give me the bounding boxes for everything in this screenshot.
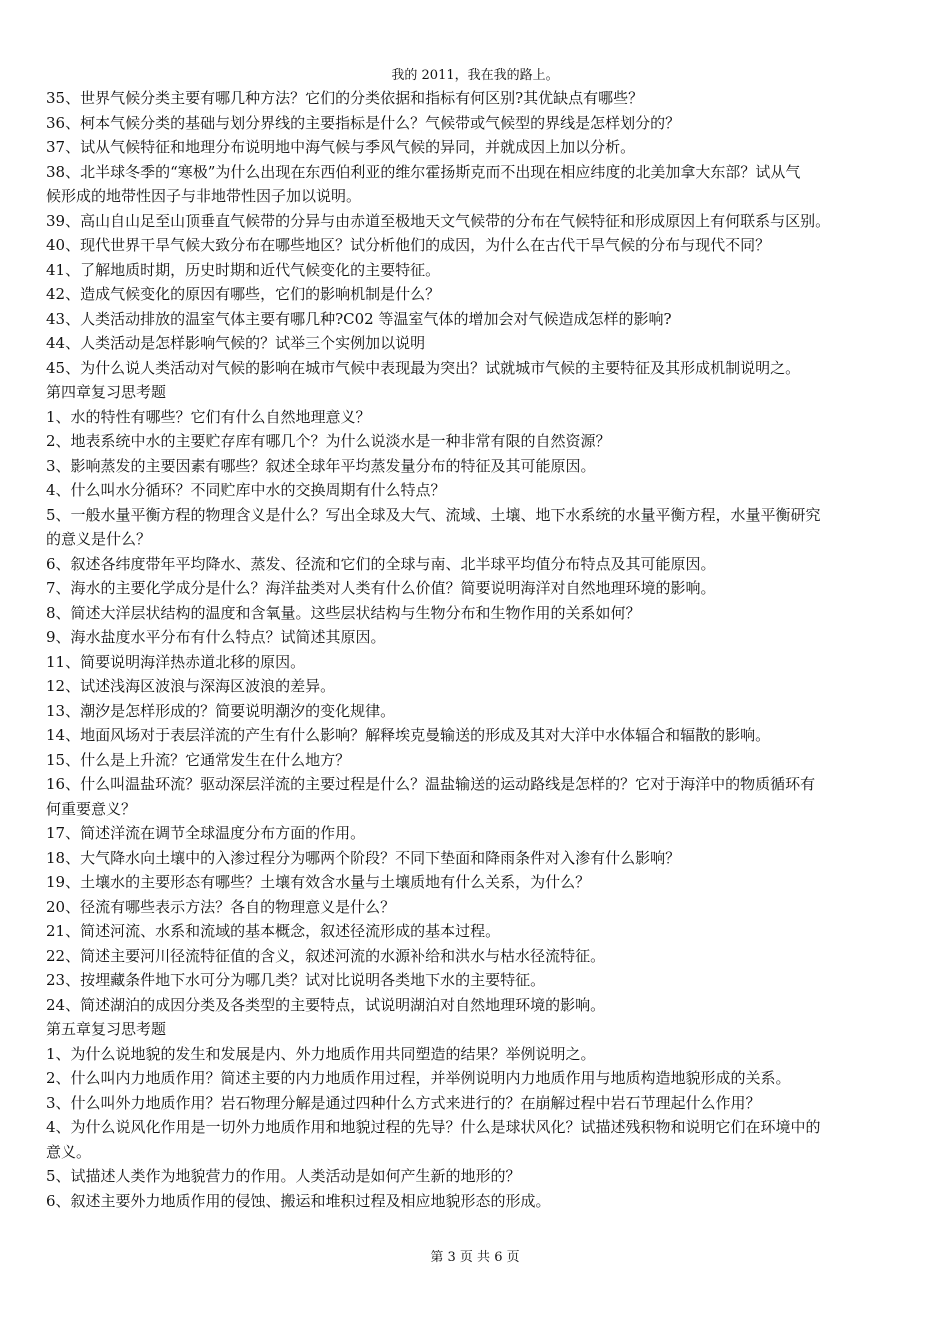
text-line: 45、为什么说人类活动对气候的影响在城市气候中表现最为突出？试就城市气候的主要特征及其形成机制说明之。: [46, 358, 801, 377]
page-header: 我的 2011，我在我的路上。: [391, 68, 559, 83]
text-line: 7、海水的主要化学成分是什么？海洋盐类对人类有什么价值？简要说明海洋对自然地理环境的影响。: [46, 579, 716, 597]
text-line: 2、地表系统中水的主要贮存库有哪几个？为什么说淡水是一种非常有限的自然资源？: [46, 432, 611, 450]
text-line: 何重要意义？: [46, 799, 137, 818]
text-line: 3、什么叫外力地质作用？岩石物理分解是通过四种什么方式来进行的？在崩解过程中岩石节理起什么作用？: [46, 1093, 761, 1112]
text-line: 6、叙述主要外力地质作用的侵蚀、搬运和堆积过程及相应地貌形态的形成。: [46, 1191, 551, 1210]
text-line: 39、高山自山足至山顶垂直气候带的分异与由赤道至极地天文气候带的分布在气候特征和形成原因上有何联系与区别。: [46, 211, 831, 230]
text-line: 35、世界气候分类主要有哪几种方法？它们的分类依据和指标有何区别?其优缺点有哪些？: [46, 89, 644, 107]
text-line: 6、叙述各纬度带年平均降水、蒸发、径流和它们的全球与南、北半球平均值分布特点及其可能原因。: [46, 554, 716, 573]
text-line: 11、简要说明海洋热赤道北移的原因。: [46, 652, 306, 671]
text-line: 9、海水盐度水平分布有什么特点？试简述其原因。: [46, 628, 386, 646]
text-line: 12、试述浅海区波浪与深海区波浪的差异。: [46, 677, 336, 695]
text-line: 16、什么叫温盐环流？驱动深层洋流的主要过程是什么？温盐输送的运动路线是怎样的？它对于海洋中的物质循环有: [46, 775, 816, 793]
text-line: 37、试从气候特征和地理分布说明地中海气候与季风气候的异同，并就成因上加以分析。: [46, 138, 636, 156]
text-line: 意义。: [46, 1142, 92, 1161]
section-heading: 第四章复习思考题: [46, 383, 167, 401]
section-heading: 第五章复习思考题: [46, 1020, 167, 1038]
page-footer: 第 3 页 共 6 页: [430, 1250, 520, 1265]
text-line: 21、简述河流、水系和流域的基本概念，叙述径流形成的基本过程。: [46, 922, 501, 940]
text-line: 20、径流有哪些表示方法？各自的物理意义是什么？: [46, 897, 396, 916]
text-line: 19、土壤水的主要形态有哪些？土壤有效含水量与土壤质地有什么关系，为什么？: [46, 873, 591, 891]
text-line: 15、什么是上升流？它通常发生在什么地方？: [46, 750, 351, 769]
text-line: 3、影响蒸发的主要因素有哪些？叙述全球年平均蒸发量分布的特征及其可能原因。: [46, 456, 596, 475]
text-line: 23、按埋藏条件地下水可分为哪几类？试对比说明各类地下水的主要特征。: [46, 971, 546, 989]
text-line: 8、简述大洋层状结构的温度和含氧量。这些层状结构与生物分布和生物作用的关系如何？: [46, 603, 641, 622]
text-line: 40、现代世界干旱气候大致分布在哪些地区？试分析他们的成因，为什么在古代干旱气候的分布与现代不同？: [46, 236, 771, 254]
text-line: 38、北半球冬季的“寒极”为什么出现在东西伯利亚的维尔霍扬斯克而不出现在相应纬度的北美加拿大东部？试从气: [46, 162, 801, 181]
text-line: 41、了解地质时期，历史时期和近代气候变化的主要特征。: [46, 260, 441, 279]
text-line: 5、一般水量平衡方程的物理含义是什么？写出全球及大气、流域、土壤、地下水系统的水量平衡方程，水量平衡研究: [46, 505, 821, 524]
text-line: 42、造成气候变化的原因有哪些，它们的影响机制是什么？: [46, 285, 441, 303]
text-line: 1、为什么说地貌的发生和发展是内、外力地质作用共同塑造的结果？举例说明之。: [46, 1044, 596, 1063]
text-line: 4、为什么说风化作用是一切外力地质作用和地貌过程的先导？什么是球状风化？试描述残积物和说明它们在环境中的: [46, 1118, 821, 1136]
text-line: 22、简述主要河川径流特征值的含义，叙述河流的水源补给和洪水与枯水径流特征。: [46, 946, 606, 965]
text-line: 4、什么叫水分循环？不同贮库中水的交换周期有什么特点？: [46, 481, 446, 499]
text-line: 5、试描述人类作为地貌营力的作用。人类活动是如何产生新的地形的？: [46, 1167, 521, 1185]
text-line: 18、大气降水向土壤中的入渗过程分为哪两个阶段？不同下垫面和降雨条件对入渗有什么影响？: [46, 848, 681, 867]
text-line: 13、潮汐是怎样形成的？简要说明潮汐的变化规律。: [46, 701, 396, 720]
document-body: [46, 86, 908, 1213]
text-line: 1、水的特性有哪些？它们有什么自然地理意义？: [46, 407, 371, 426]
text-line: 候形成的地带性因子与非地带性因子加以说明。: [46, 187, 362, 205]
text-line: 43、人类活动排放的温室气体主要有哪几种?C02 等温室气体的增加会对气候造成怎样的影响?: [46, 309, 672, 328]
text-line: 36、柯本气候分类的基础与划分界线的主要指标是什么？气候带或气候型的界线是怎样划分的？: [46, 113, 681, 132]
text-line: 17、简述洋流在调节全球温度分布方面的作用。: [46, 824, 366, 842]
text-line: 2、什么叫内力地质作用？简述主要的内力地质作用过程，并举例说明内力地质作用与地质构造地貌形成的关系。: [46, 1069, 791, 1087]
text-line: 14、地面风场对于表层洋流的产生有什么影响？解释埃克曼输送的形成及其对大洋中水体辐合和辐散的影响。: [46, 726, 771, 744]
text-line: 的意义是什么？: [46, 530, 152, 548]
text-line: 24、简述湖泊的成因分类及各类型的主要特点，试说明湖泊对自然地理环境的影响。: [46, 995, 606, 1014]
text-line: 44、人类活动是怎样影响气候的？试举三个实例加以说明: [46, 334, 426, 352]
